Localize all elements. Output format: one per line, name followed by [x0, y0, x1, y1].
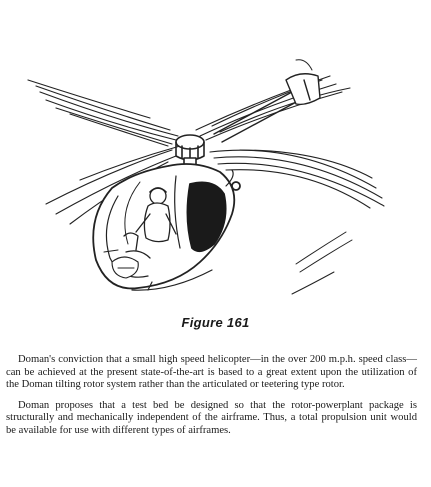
rotor-blade-left	[28, 80, 178, 146]
rotor-blade-right	[210, 150, 384, 208]
rotor-blade-upper-right	[196, 76, 350, 140]
rotor-blade-lower-right	[292, 232, 352, 294]
paragraph-1: Doman's conviction that a small high speed helicopter—in the over 200 m.p.h. speed class—can be achieved at the present state-of-the-art is based to a great extent upon the utilization of the Doman tilting rotor system rather than the articulated or teetering type rotor.	[6, 354, 417, 391]
body-text	[6, 354, 417, 446]
rotor-hub	[176, 135, 204, 168]
figure-caption: Figure 161	[181, 315, 250, 330]
paragraph-2: Doman proposes that a test bed be designed so that the rotor-powerplant package is structurally and mechanically independent of the airframe. Thus, a total propulsion unit would be available for use with different types of airframes.	[6, 399, 417, 436]
